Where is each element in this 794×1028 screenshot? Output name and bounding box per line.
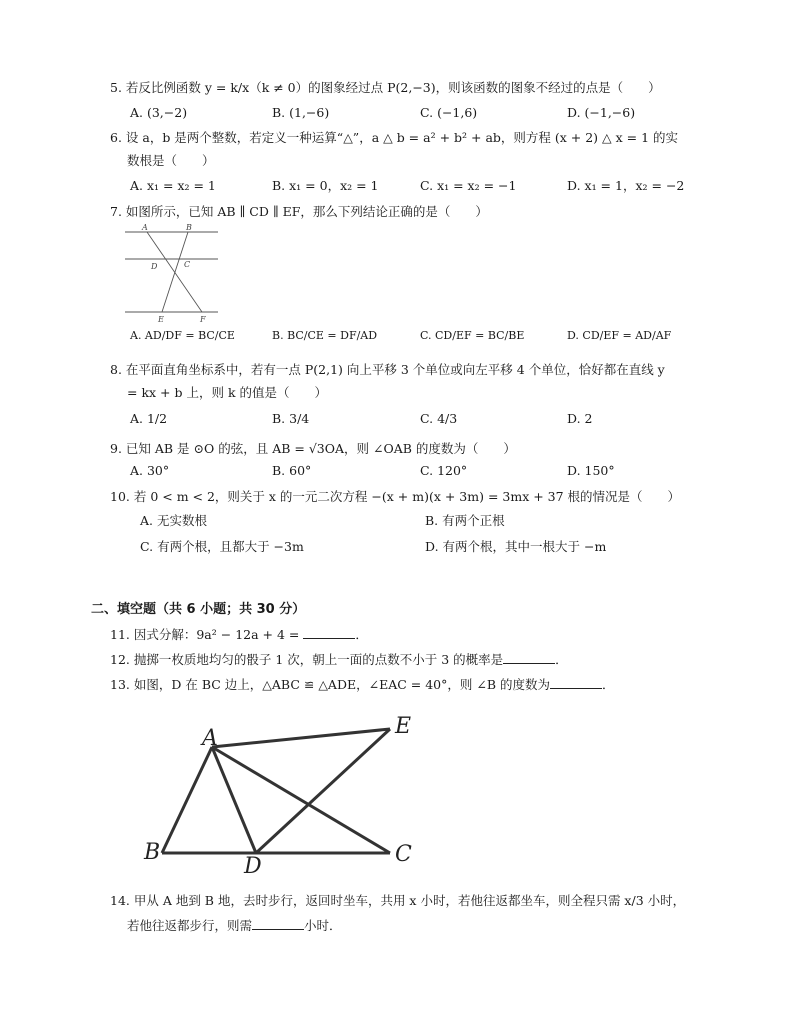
q7-option-b: B. BC/CE = DF/AD: [272, 329, 378, 342]
q5-option-a: A. (3,−2): [130, 105, 188, 120]
q14-stem: 14. 甲从 A 地到 B 地，去时步行，返回时坐车，共用 x 小时，若他往返都坐车，则全程只需 x/3 小时，: [110, 893, 686, 908]
q8-option-d: D. 2: [567, 411, 593, 426]
q11-stem: 11. 因式分解：9a² − 12a + 4 = ．: [110, 627, 368, 642]
transversal-af: [147, 232, 202, 312]
transversal-be: [162, 232, 191, 312]
q9-option-d: D. 150°: [567, 463, 615, 478]
label-f: F: [200, 315, 206, 324]
q13-answer-blank[interactable]: [550, 676, 602, 689]
q5-stem: 5. 若反比例函数 y = k/x（k ≠ 0）的图象经过点 P(2,−3)，则该函数的图象不经过的点是（ ）: [110, 80, 661, 95]
q8-option-c: C. 4/3: [420, 411, 458, 426]
q7-stem: 7. 如图所示，已知 AB ∥ CD ∥ EF，那么下列结论正确的是（ ）: [110, 204, 488, 219]
label-c: C: [184, 260, 191, 269]
q8-stem-cont: = kx + b 上，则 k 的值是（ ）: [127, 385, 327, 400]
q7-figure: [120, 222, 220, 326]
q10-option-c: C. 有两个根，且都大于 −3m: [140, 539, 304, 554]
q8-stem: 8. 在平面直角坐标系中，若有一点 P(2,1) 向上平移 3 个单位或向左平移 4 个单位，恰好都在直线 y: [110, 362, 665, 377]
q14-stem-cont: 若他往返都步行，则需 小时．: [127, 918, 342, 933]
label-b: B: [186, 223, 192, 232]
label-b: B: [144, 840, 161, 865]
q6-option-c: C. x₁ = x₂ = −1: [420, 178, 517, 193]
q9-option-b: B. 60°: [272, 463, 312, 478]
q8-option-b: B. 3/4: [272, 411, 310, 426]
label-e: E: [158, 315, 164, 324]
q9-option-a: A. 30°: [130, 463, 170, 478]
q6-option-d: D. x₁ = 1，x₂ = −2: [567, 178, 685, 193]
q9-stem: 9. 已知 AB 是 ⊙O 的弦，且 AB = √3OA，则 ∠OAB 的度数为（ ）: [110, 441, 516, 456]
section-title: 二、填空题（共 6 小题；共 30 分）: [91, 602, 306, 617]
label-a: A: [142, 223, 148, 232]
q6-stem-cont: 数根是（ ）: [127, 153, 215, 168]
label-e: E: [395, 714, 412, 739]
q12-answer-blank[interactable]: [503, 651, 555, 664]
q7-option-d: D. CD/EF = AD/AF: [567, 329, 672, 342]
q9-option-c: C. 120°: [420, 463, 468, 478]
q5-option-d: D. (−1,−6): [567, 105, 636, 120]
q13-figure: [140, 705, 420, 880]
label-a: A: [202, 726, 218, 751]
q5-option-c: C. (−1,6): [420, 105, 478, 120]
segment-de: [256, 729, 390, 853]
q7-option-a: A. AD/DF = BC/CE: [130, 329, 235, 342]
q10-option-a: A. 无实数根: [140, 513, 207, 528]
segment-ac: [212, 747, 390, 853]
q8-option-a: A. 1/2: [130, 411, 168, 426]
label-c: C: [395, 842, 412, 867]
q14-answer-blank[interactable]: [252, 917, 304, 930]
q12-stem: 12. 抛掷一枚质地均匀的骰子 1 次，朝上一面的点数不小于 3 的概率是 ．: [110, 652, 568, 667]
q10-option-b: B. 有两个正根: [425, 513, 505, 528]
q10-stem: 10. 若 0 < m < 2，则关于 x 的一元二次方程 −(x + m)(x + 3m) = 3mx + 37 根的情况是（ ）: [110, 489, 681, 504]
label-d: D: [244, 854, 262, 879]
q5-option-b: B. (1,−6): [272, 105, 330, 120]
q6-stem: 6. 设 a，b 是两个整数，若定义一种运算“△”，a △ b = a² + b² + ab，则方程 (x + 2) △ x = 1 的实: [110, 130, 679, 145]
q6-option-b: B. x₁ = 0，x₂ = 1: [272, 178, 379, 193]
label-d: D: [151, 262, 158, 271]
q10-option-d: D. 有两个根，其中一根大于 −m: [425, 539, 607, 554]
segment-ad: [212, 747, 256, 853]
segment-ab: [162, 747, 212, 853]
q13-stem: 13. 如图，D 在 BC 边上，△ABC ≌ △ADE，∠EAC = 40°，则 ∠B 的度数为 ．: [110, 677, 615, 692]
q7-option-c: C. CD/EF = BC/BE: [420, 329, 525, 342]
segment-ae: [212, 729, 390, 747]
q11-answer-blank[interactable]: [303, 626, 355, 639]
q6-option-a: A. x₁ = x₂ = 1: [130, 178, 216, 193]
